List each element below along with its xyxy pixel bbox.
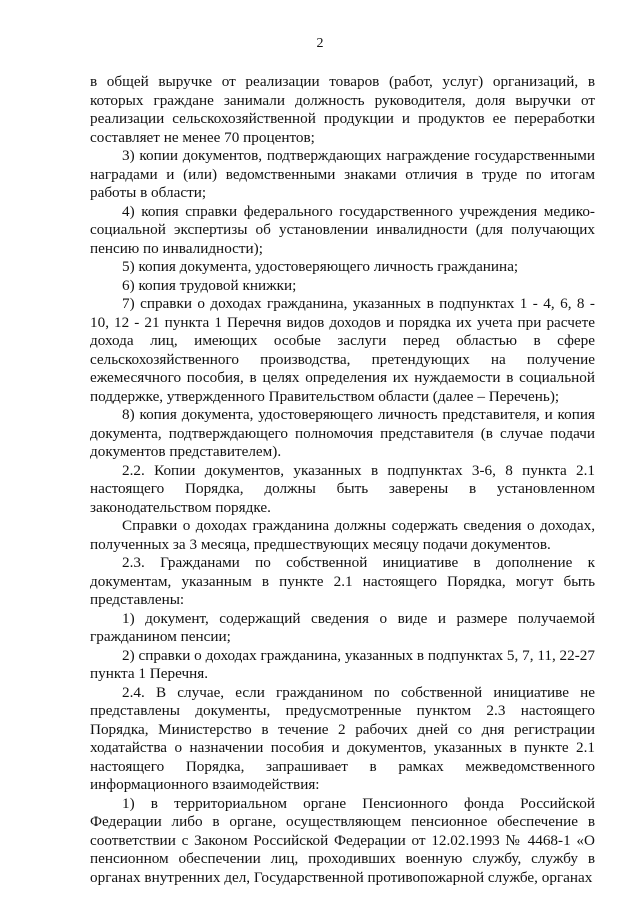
paragraph: 4) копия справки федерального государственного учреждения медико-социальной экспертизы об установлении инвалидности (для получающих пенсию по инвалидности); bbox=[90, 202, 595, 257]
paragraph: Справки о доходах гражданина должны содержать сведения о доходах, полученных за 3 месяца, предшествующих месяцу подачи документов. bbox=[90, 517, 595, 553]
paragraph: 1) в территориальном органе Пенсионного фонда Российской Федерации либо в органе, осуществляющем пенсионное обеспечение в соответствии с Законом Российской Федерации от 12.02.1993 № 4468-1 «О пенсионном обеспечении лиц, проходивших военную службу, службу в органах внутренних дел, Государственной противопожарной службе, органах bbox=[90, 794, 595, 886]
paragraph: 2.2. Копии документов, указанных в подпунктах 3-6, 8 пункта 2.1 настоящего Порядка, должны быть заверены в установленном законодательством порядке. bbox=[90, 461, 595, 516]
paragraph: 3) копии документов, подтверждающих награждение государственными наградами и (или) ведомственными знаками отличия в труде по итогам работы в области; bbox=[90, 147, 595, 201]
paragraph: 5) копия документа, удостоверяющего личность гражданина; bbox=[122, 258, 519, 275]
paragraph: 6) копия трудовой книжки; bbox=[122, 276, 297, 294]
paragraph: 2) справки о доходах гражданина, указанных в подпунктах 5, 7, 11, 22-27 пункта 1 Перечня. bbox=[90, 646, 595, 682]
paragraph: 1) документ, содержащий сведения о виде и размере получаемой гражданином пенсии; bbox=[90, 609, 595, 645]
paragraph: в общей выручке от реализации товаров (работ, услуг) организаций, в которых граждане занимали должность руководителя, доля выручки от реализации сельскохозяйственной продукции и продуктов ее переработки составляет не менее 70 процентов; bbox=[90, 73, 595, 146]
page-number: 2 bbox=[316, 36, 324, 51]
document-body bbox=[90, 73, 595, 887]
paragraph: 2.4. В случае, если гражданином по собственной инициативе не представлены документы, предусмотренные пунктом 2.3 настоящего Порядка, Министерство в течение 2 рабочих дней со дня регистрации ходатайства о назначении пособия и документов, указанных в пункте 2.1 настоящего Порядка, запрашивает в рамках межведомственного информационного взаимодействия: bbox=[90, 683, 595, 793]
paragraph: 7) справки о доходах гражданина, указанных в подпунктах 1 - 4, 6, 8 - 10, 12 - 21 пункта 1 Перечня видов доходов и порядка их учета при расчете дохода лиц, имеющих особые заслуги перед областью в сфере сельскохозяйственного производства, претендующих на получение ежемесячного пособия, в целях определения их нуждаемости в социальной поддержке, утвержденного Правительством области (далее – Перечень); bbox=[90, 295, 595, 405]
paragraph: 2.3. Гражданами по собственной инициативе в дополнение к документам, указанным в пункте 2.1 настоящего Порядка, могут быть представлены: bbox=[90, 554, 595, 608]
paragraph: 8) копия документа, удостоверяющего личность представителя, и копия документа, подтверждающего полномочия представителя (в случае подачи документов представителем). bbox=[90, 406, 595, 460]
